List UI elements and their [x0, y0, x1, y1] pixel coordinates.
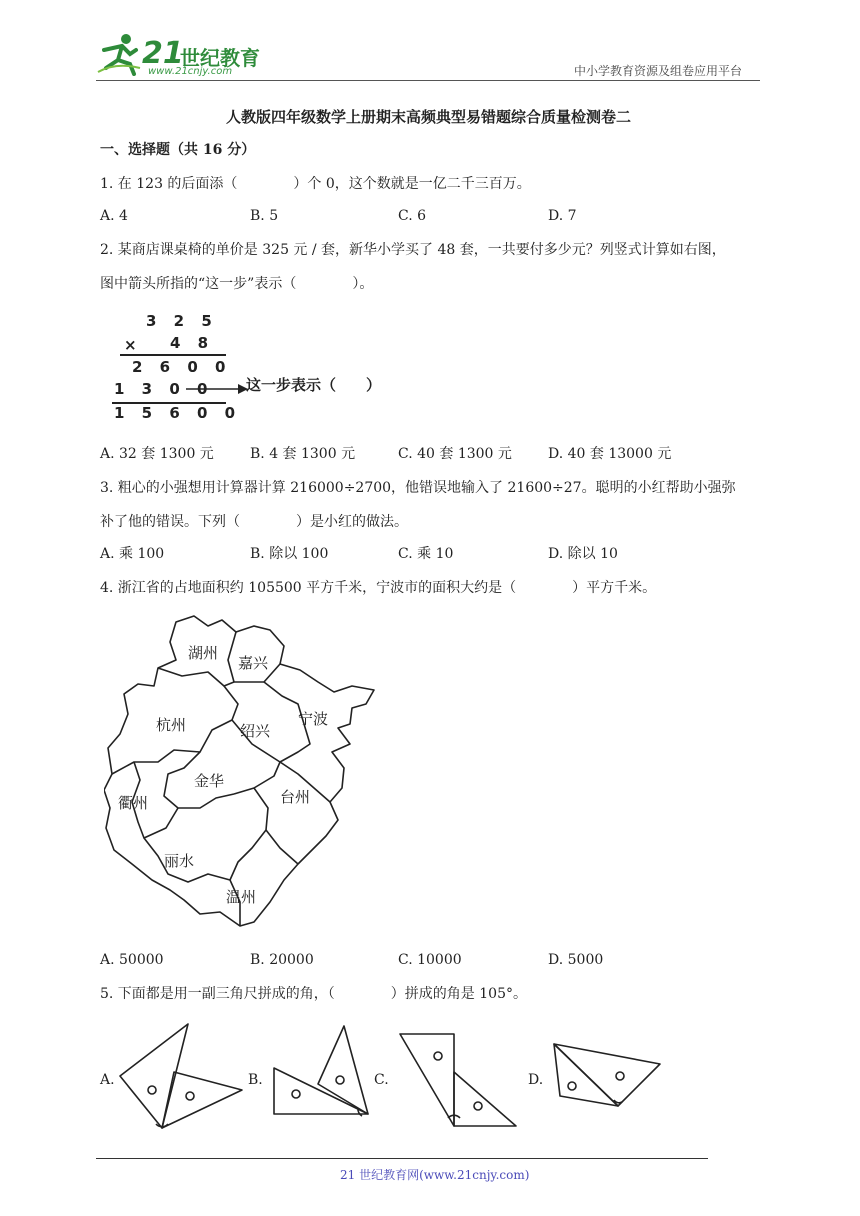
logo-url: www.21cnjy.com	[148, 66, 233, 77]
question-4-option-b[interactable]: B. 20000	[250, 952, 314, 968]
question-3-option-c[interactable]: C. 乘 10	[398, 546, 454, 562]
question-5-option-a[interactable]: A.	[100, 1072, 115, 1088]
arrow-icon	[186, 382, 248, 396]
header-divider	[96, 80, 760, 81]
question-1-option-a[interactable]: A. 4	[100, 208, 128, 224]
footer-link[interactable]: 21 世纪教育网(www.21cnjy.com)	[340, 1168, 530, 1182]
map-label-huzhou: 湖州	[188, 644, 219, 662]
question-5-option-b[interactable]: B.	[248, 1072, 263, 1088]
question-5-stem: 5. 下面都是用一副三角尺拼成的角，（ ）拼成的角是 105°。	[100, 986, 527, 1002]
runner-logo-icon	[96, 32, 142, 76]
triangle-ruler-d-image	[552, 1040, 664, 1110]
question-3-option-a[interactable]: A. 乘 100	[100, 546, 165, 562]
question-5-option-c[interactable]: C.	[374, 1072, 389, 1088]
calc-row-multiplier: 4 8	[170, 334, 215, 352]
question-2-stem-line2: 图中箭头所指的“这一步”表示（ ）。	[100, 276, 374, 292]
question-4-stem: 4. 浙江省的占地面积约 105500 平方千米，宁波市的面积大约是（ ）平方千米。	[100, 580, 657, 596]
question-2-option-c[interactable]: C. 40 套 1300 元	[398, 446, 512, 462]
section-heading: 一、选择题（共 16 分）	[100, 142, 256, 158]
map-label-taizhou: 台州	[280, 788, 311, 806]
calc-arrow-label: 这一步表示（ ）	[246, 376, 382, 394]
question-4-option-a[interactable]: A. 50000	[100, 952, 164, 968]
question-1-stem: 1. 在 123 的后面添（ ）个 0，这个数就是一亿二千三百万。	[100, 176, 531, 192]
question-2-stem-line1: 2. 某商店课桌椅的单价是 325 元 / 套，新华小学买了 48 套，一共要付多少元？列竖式计算如右图，	[100, 242, 726, 258]
question-1-option-c[interactable]: C. 6	[398, 208, 427, 224]
calc-row-partial-2: 1 3 0 0	[114, 380, 214, 398]
multiplication-figure	[106, 308, 406, 428]
triangle-ruler-b-image	[272, 1022, 376, 1118]
question-3-option-d[interactable]: D. 除以 10	[548, 546, 618, 562]
question-2-option-b[interactable]: B. 4 套 1300 元	[250, 446, 356, 462]
question-5-option-d[interactable]: D.	[528, 1072, 544, 1088]
logo-number: 21	[142, 36, 184, 71]
map-label-hangzhou: 杭州	[156, 716, 187, 734]
zhejiang-map	[104, 612, 380, 928]
map-label-jiaxing: 嘉兴	[238, 654, 269, 672]
question-3-option-b[interactable]: B. 除以 100	[250, 546, 329, 562]
triangle-ruler-a-image	[118, 1020, 246, 1132]
header	[0, 0, 860, 82]
footer-divider	[96, 1158, 708, 1159]
map-label-shaoxing: 绍兴	[240, 722, 271, 740]
question-3-stem-line1: 3. 粗心的小强想用计算器计算 216000÷2700，他错误地输入了 21600÷27。聪明的小红帮助小强弥	[100, 480, 736, 496]
calc-row-partial-1: 2 6 0 0	[132, 358, 232, 376]
question-2-option-a[interactable]: A. 32 套 1300 元	[100, 446, 214, 462]
triangle-ruler-c-image	[398, 1030, 522, 1130]
logo-text: 世纪教育	[180, 46, 260, 70]
question-1-option-d[interactable]: D. 7	[548, 208, 577, 224]
platform-name: 中小学教育资源及组卷应用平台	[574, 64, 743, 78]
map-label-lishui: 丽水	[164, 852, 195, 870]
calc-times-sign: ×	[124, 336, 143, 354]
map-label-jinhua: 金华	[194, 772, 225, 790]
page-title: 人教版四年级数学上册期末高频典型易错题综合质量检测卷二	[226, 108, 632, 126]
map-label-wenzhou: 温州	[226, 888, 257, 906]
map-label-quzhou: 衢州	[118, 794, 149, 812]
question-1-option-b[interactable]: B. 5	[250, 208, 279, 224]
question-4-option-d[interactable]: D. 5000	[548, 952, 604, 968]
calc-row-product: 1 5 6 0 0	[114, 404, 242, 422]
calc-row-multiplicand: 3 2 5	[146, 312, 218, 330]
question-4-option-c[interactable]: C. 10000	[398, 952, 462, 968]
question-2-option-d[interactable]: D. 40 套 13000 元	[548, 446, 672, 462]
calc-line-1	[120, 354, 226, 356]
question-3-stem-line2: 补了他的错误。下列（ ）是小红的做法。	[100, 514, 408, 530]
map-label-ningbo: 宁波	[298, 710, 329, 728]
